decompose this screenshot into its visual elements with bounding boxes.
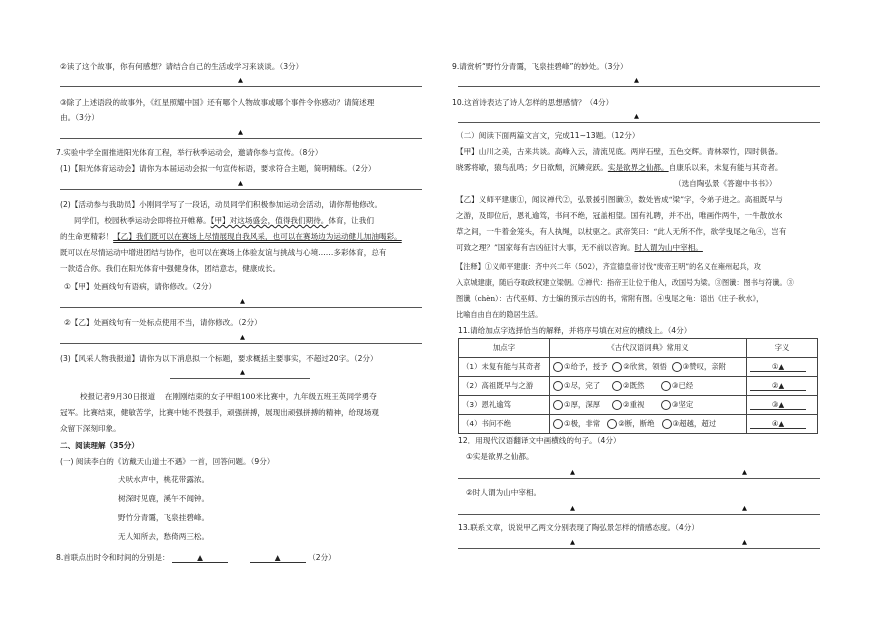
table-cell-answer[interactable]: ①▲ <box>747 358 818 377</box>
answer-line[interactable] <box>60 138 422 139</box>
question-7-3: (3)【风采人物我报道】请你为以下消息拟一个标题，要求概括主要事实，不超过20字。（2分） <box>60 354 378 363</box>
answer-line[interactable] <box>458 548 820 549</box>
notes-line-2: 入京城建康，随后夺取政权建立梁朝。②禅代：指帝王让位于他人，改国号为梁。③图谶：图书与符谶。③ <box>456 278 794 287</box>
news-line-3: 众留下深刻印象。 <box>60 424 121 433</box>
table-cell-word: （3）恩礼逾笃 <box>459 396 550 415</box>
question-13: 13.联系文章，说说甲乙两文分别表现了陶弘景怎样的情感态度。（4分） <box>458 523 699 532</box>
passage-line-4: 一款适合你。我们在阳光体育中强健身体，团结意志，健康成长。 <box>60 264 281 273</box>
text-yi-line-2: 之游，及即位后，恩礼逾笃，书问不绝，冠盖相望。国有礼聘，并不出，唯画作两牛，一牛散放水 <box>456 211 783 220</box>
answer-marker: ▲ <box>570 504 575 512</box>
table-header: 字义 <box>747 339 818 358</box>
poem-line-4: 无人知所去，愁倚两三松。 <box>118 532 210 541</box>
passage-yi-sentence: 【乙】我们既可以在赛场上尽情展现自我风采，也可以在赛场边为运动健儿加油喝彩。 <box>113 232 402 241</box>
question-12-1: ①实是欲界之仙都。 <box>466 452 534 461</box>
text-jia-line-2: 晓雾将歇，猿鸟乱鸣；夕日欲颓，沉鳞竞跃。实是欲界之仙都。自康乐以来，未复有能与其奇者。 <box>456 163 783 172</box>
yi-underlined-sentence: 时人谓为山中宰相。 <box>634 243 703 252</box>
option-box-icon <box>607 419 617 429</box>
section-2-heading: 二、阅读理解（35分） <box>60 441 139 450</box>
table-cell-options: ①给予，授予 ②欣赏，领悟 ③赞叹，亲附 <box>550 358 747 377</box>
table-header: 加点字 <box>459 339 550 358</box>
table-cell-options: ①厚，深厚 ②重视 ③坚定 <box>550 396 747 415</box>
passage-line-2: 的生命更精彩！【乙】我们既可以在赛场上尽情展现自我风采，也可以在赛场边为运动健儿加油喝彩。 <box>60 232 402 241</box>
answer-marker: ▲ <box>240 333 245 341</box>
question-11: 11.请给加点字选择恰当的解释，并将序号填在对应的横线上。（4分） <box>458 326 692 335</box>
section-2-1-heading: (一) 阅读李白的《访戴天山道士不遇》一首，回答问题。（9分） <box>60 457 275 466</box>
table-cell-options: ①极，非常 ②断，断绝 ③超越，超过 <box>550 415 747 434</box>
table-cell-word: （1）未复有能与其奇者 <box>459 358 550 377</box>
table-cell-answer[interactable]: ③▲ <box>747 396 818 415</box>
question-6-2: ②读了这个故事，你有何感想？请结合自己的生活或学习来谈谈。（3分） <box>60 62 304 71</box>
option-box-icon <box>662 419 672 429</box>
news-line-1: 校报记者9月30日报道 在刚刚结束的女子甲组100米比赛中，九年级五班王英同学勇夺 <box>80 392 377 401</box>
question-8: 8.首联点出时令和时间的分别是： ▲ ▲ （2分） <box>56 553 336 562</box>
question-7-2-sub1: ①【甲】处画线句有语病，请你修改。（2分） <box>64 282 217 291</box>
option-box-icon <box>661 381 671 391</box>
answer-marker: ▲ <box>634 76 639 84</box>
answer-marker: ▲ <box>238 128 243 136</box>
answer-line[interactable] <box>60 343 422 344</box>
text-yi-line-4: 可致之理？”国家每有吉凶征讨大事，无不前以咨询。时人谓为山中宰相。 <box>456 243 703 252</box>
section-2-2-heading: （二）阅读下面两篇文言文，完成11~13题。（12分） <box>456 131 640 140</box>
notes-line-3: 图谶（chèn）：古代巫师、方士编的预示吉凶的书，常附有图。④曳尾之龟：语出《庄子·秋水》， <box>456 294 764 303</box>
passage-line-3: 既可以在尽情运动中增进团结与协作，也可以在赛场上体验友谊与挑战与心境……多彩体育，总有 <box>60 248 387 257</box>
poem-line-2: 树深时见鹿，溪午不闻钟。 <box>118 494 210 503</box>
option-box-icon <box>612 362 622 372</box>
answer-marker: ▲ <box>742 538 747 546</box>
option-box-icon <box>612 400 622 410</box>
answer-marker: ▲ <box>240 297 245 305</box>
table-row <box>459 377 818 396</box>
answer-line[interactable] <box>60 307 422 308</box>
answer-marker: ▲ <box>238 179 243 187</box>
answer-line[interactable] <box>60 189 422 190</box>
text-jia-source: （选自陶弘景《答谢中书书》） <box>674 179 777 188</box>
table-cell-options: ①尽，完了 ②既然 ③已经 <box>550 377 747 396</box>
question-7-1: (1)【阳光体育运动会】请你为本届运动会拟一句宣传标语，要求符合主题，简明精练。（2分） <box>60 164 376 173</box>
option-box-icon <box>553 362 563 372</box>
question-6-3-cont: 由。（3分） <box>60 113 99 122</box>
answer-marker: ▲ <box>742 468 747 476</box>
option-box-icon <box>553 381 563 391</box>
table-cell-word: （2）高祖既早与之游 <box>459 377 550 396</box>
q8-blank-1[interactable]: ▲ <box>172 553 228 563</box>
answer-marker: ▲ <box>238 76 243 84</box>
table-cell-word: （4）书问不绝 <box>459 415 550 434</box>
question-12-2: ②时人谓为山中宰相。 <box>466 488 542 497</box>
question-7-2-sub2: ②【乙】处画线句有一处标点使用不当，请你修改。（2分） <box>64 318 262 327</box>
table-header: 《古代汉语词典》常用义 <box>550 339 747 358</box>
table-row <box>459 415 818 434</box>
answer-line[interactable] <box>458 478 820 479</box>
question-10: 10.这首诗表达了诗人怎样的思想感情？（4分） <box>452 98 614 107</box>
option-box-icon <box>661 400 671 410</box>
answer-marker: ▲ <box>742 504 747 512</box>
jia-underlined-sentence: 实是欲界之仙都。 <box>607 163 669 172</box>
poem-line-1: 犬吠水声中，桃花带露浓。 <box>118 475 210 484</box>
left-column <box>56 0 424 619</box>
question-12: 12．用现代汉语翻译文中画横线的句子。（4分） <box>458 436 621 445</box>
table-cell-answer[interactable]: ④▲ <box>747 415 818 434</box>
answer-marker: ▲ <box>634 112 639 120</box>
notes-line-4: 比喻自由自在的隐居生活。 <box>456 310 543 319</box>
option-box-icon <box>672 362 682 372</box>
text-yi-line-1: 【乙】义师平建康①，闻议禅代②，弘景援引图谶③，数处皆成“梁”字，令弟子进之。高祖既早与 <box>456 195 783 204</box>
answer-line[interactable] <box>60 86 422 87</box>
text-yi-line-3: 草之间，一牛着金笼头，有人执绳，以杖驱之。武帝笑曰：“此人无所不作，欲学曳尾之龟④，岂有 <box>456 227 787 236</box>
question-7-title: 7.实验中学全面推进阳光体育工程，举行秋季运动会，邀请你参与宣传。（8分） <box>56 148 323 157</box>
answer-line[interactable] <box>458 514 820 515</box>
poem-line-3: 野竹分青霭，飞泉挂碧峰。 <box>118 513 210 522</box>
table-header-row <box>459 339 818 358</box>
answer-line[interactable] <box>458 122 820 123</box>
news-line-2: 冠军。比赛结束，健敏苦学，比赛中她不畏强手，顽强拼搏，展现出顽强拼搏的精神，给现场观 <box>60 408 379 417</box>
title-answer-line[interactable] <box>170 378 310 379</box>
right-column <box>452 0 820 619</box>
question-6-3: ③除了上述语段的故事外，《红星照耀中国》还有哪个人物故事或哪个事件令你感动？请简述理 <box>60 98 375 107</box>
option-box-icon <box>612 381 622 391</box>
passage-jia-sentence: 【甲】对这场盛会，值得我们期待。 <box>210 216 329 225</box>
notes-line-1: 【注释】①义师平建康：齐中兴二年（502），齐宣德皇帝讨伐“废帝王明”的名义在雍州起兵，攻 <box>456 262 761 271</box>
text-jia-line-1: 【甲】山川之美，古来共谈。高峰入云，清流见底。两岸石壁，五色交辉。青林翠竹，四时俱备。 <box>456 147 783 156</box>
question-9: 9.请赏析“野竹分青霭，飞泉挂碧峰”的妙处。（3分） <box>452 62 628 71</box>
option-box-icon <box>553 400 563 410</box>
passage-line-1: 同学们，校园秋季运动会即将拉开帷幕。【甲】对这场盛会，值得我们期待。体育，让我们 <box>74 216 374 225</box>
answer-marker: ▲ <box>570 468 575 476</box>
answer-line[interactable] <box>458 86 820 87</box>
table-cell-answer[interactable]: ②▲ <box>747 377 818 396</box>
vocab-table <box>458 338 818 434</box>
option-box-icon <box>553 419 563 429</box>
table-row <box>459 358 818 377</box>
q8-blank-2[interactable]: ▲ <box>250 553 306 563</box>
answer-marker: ▲ <box>240 368 245 376</box>
table-row <box>459 396 818 415</box>
answer-marker: ▲ <box>570 538 575 546</box>
question-7-2: (2)【活动参与我助员】小刚同学写了一段话，动员同学们积极参加运动会活动，请你帮他修改。 <box>60 200 383 209</box>
